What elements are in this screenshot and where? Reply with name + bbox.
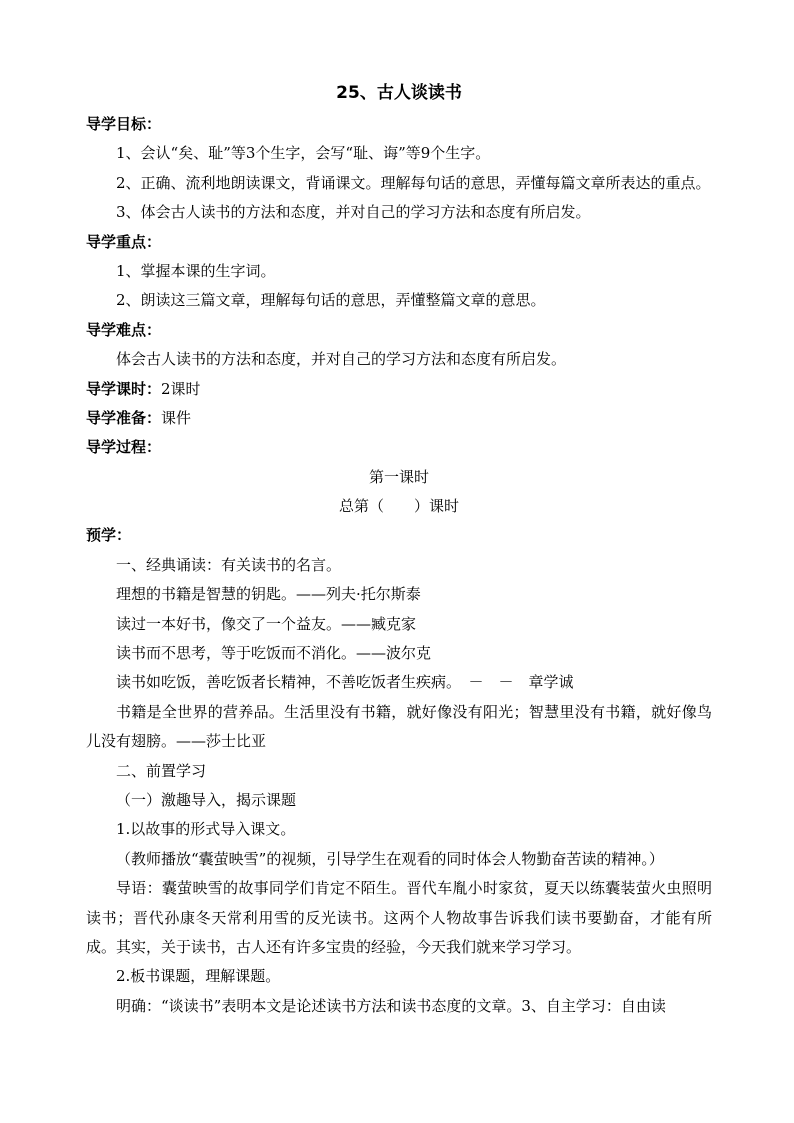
quote-item: 读书如吃饭，善吃饭者长精神，不善吃饭者生疾病。 － － 章学诚 xyxy=(116,673,574,692)
goal-item: 1、会认“矣、耻”等3个生字，会写“耻、诲”等9个生字。 xyxy=(116,144,491,163)
step-item: 2.板书课题，理解课题。 xyxy=(116,967,281,986)
quote-item: 读过一本好书，像交了一个益友。——臧克家 xyxy=(116,614,417,633)
section-heading: 一、经典诵读：有关读书的名言。 xyxy=(116,555,342,574)
lesson-total: 总第（ ）课时 xyxy=(338,497,459,516)
key-point-item: 1、掌握本课的生字词。 xyxy=(116,261,276,280)
hours-value: 2课时 xyxy=(161,379,201,398)
preview-heading: 预学： xyxy=(86,526,132,545)
quote-item: 理想的书籍是智慧的钥匙。——列夫·托尔斯泰 xyxy=(116,585,421,604)
page-title: 25、古人谈读书 xyxy=(336,83,462,103)
prep-row xyxy=(86,404,712,433)
quote-item: 书籍是全世界的营养品。生活里没有书籍，就好像没有阳光；智慧里没有书籍，就好像鸟儿没有翅膀。——莎士比亚 xyxy=(86,702,712,751)
key-point-item: 2、朗读这三篇文章，理解每句话的意思，弄懂整篇文章的意思。 xyxy=(116,291,546,310)
clarify-paragraph: 明确：“谈读书”表明本文是论述读书方法和读书态度的文章。3、自主学习：自由读 xyxy=(116,996,666,1015)
prep-label: 导学准备： xyxy=(86,408,162,427)
goal-item: 3、体会古人读书的方法和态度，并对自己的学习方法和态度有所启发。 xyxy=(116,203,591,222)
goal-item: 2、正确、流利地朗读课文，背诵课文。理解每句话的意思，弄懂每篇文章所表达的重点。 xyxy=(116,173,711,192)
hours-row xyxy=(86,375,712,404)
section-heading: 二、前置学习 xyxy=(116,761,207,780)
step-note: （教师播放“囊萤映雪”的视频，引导学生在观看的同时体会人物勤奋苦读的精神。） xyxy=(116,849,664,868)
subsection-heading: （一）激趣导入，揭示课题 xyxy=(116,791,297,810)
lesson-name: 第一课时 xyxy=(368,467,429,486)
document-page xyxy=(86,78,712,1021)
hours-label: 导学课时： xyxy=(86,379,162,398)
prep-value: 课件 xyxy=(161,408,192,427)
difficulties-text: 体会古人读书的方法和态度，并对自己的学习方法和态度有所启发。 xyxy=(116,350,567,369)
key-points-heading: 导学重点： xyxy=(86,232,162,251)
step-item: 1.以故事的形式导入课文。 xyxy=(116,820,296,839)
process-heading: 导学过程： xyxy=(86,438,162,457)
goals-heading: 导学目标： xyxy=(86,115,162,133)
quote-item: 读书而不思考，等于吃饭而不消化。——波尔克 xyxy=(116,644,432,663)
difficulties-heading: 导学难点： xyxy=(86,320,162,339)
guide-paragraph: 导语：囊萤映雪的故事同学们肯定不陌生。晋代车胤小时家贫，夏天以练囊装萤火虫照明读书；晋代孙康冬天常利用雪的反光读书。这两个人物故事告诉我们读书要勤奋，才能有所成。其实，关于读书，古人还有许多宝贵的经验，今天我们就来学习学习。 xyxy=(86,879,712,957)
